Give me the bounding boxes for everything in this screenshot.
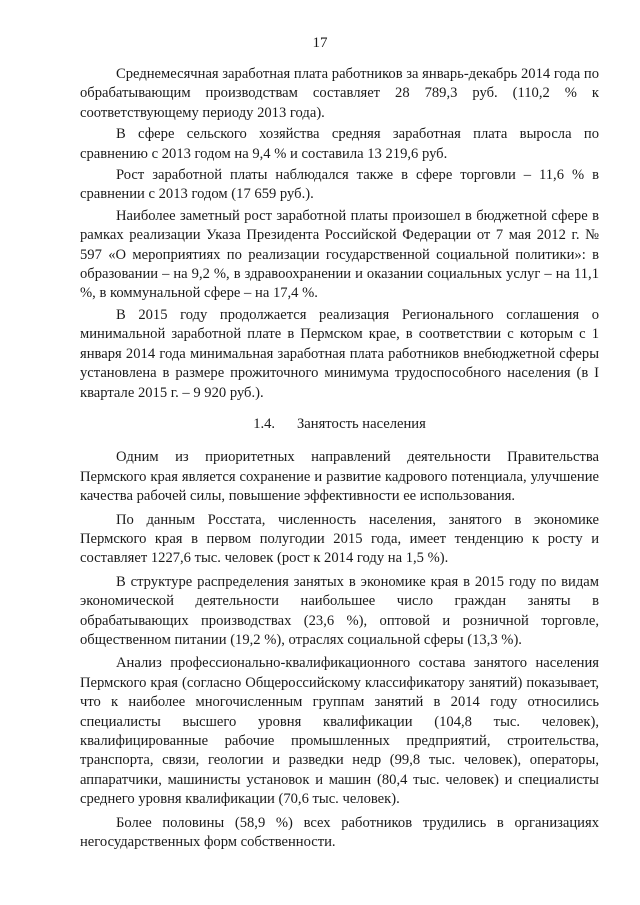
section-title: Занятость населения xyxy=(296,415,426,432)
paragraph-budget-sector-wage: Наиболее заметный рост заработной платы произошел в бюджетной сфере в рамках реализации Указа Президента Российской Федерации от 7 мая 2012 г. № 597 «О мероприятиях по реализации государственной социальной политики»: в образовании – на 9,2 %, в здравоохранении и оказании социальных услуг – на 11,1 %, в коммунальной сфере – на 17,4 %. xyxy=(80,207,599,302)
paragraph-employment-structure: В структуре распределения занятых в экономике края в 2015 году по видам экономической деятельности наибольшее число граждан заняты в обрабатывающих производствах (23,6 %), оптовой и розничной торговле, общественном питании (19,2 %), отраслях социальной сферы (13,3 %). xyxy=(80,573,599,648)
paragraph-manufacturing-wage: Среднемесячная заработная плата работников за январь-декабрь 2014 года по обрабатывающим производствам составляет 28 789,3 руб. (110,2 % к соответствующему периоду 2013 года). xyxy=(80,66,599,121)
section-number: 1.4. xyxy=(253,415,276,432)
paragraph-employment-numbers: По данным Росстата, численность населения, занятого в экономике Пермского края в первом полугодии 2015 года, имеет тенденцию к росту и составляет 1227,6 тыс. человек (рост к 2014 году на 1,5 %). xyxy=(80,511,599,567)
paragraph-agriculture-wage: В сфере сельского хозяйства средняя заработная плата выросла по сравнению с 2013 годом на 9,4 % и составила 13 219,6 руб. xyxy=(80,126,599,162)
document-body xyxy=(80,65,599,852)
paragraph-government-priorities: Одним из приоритетных направлений деятельности Правительства Пермского края является сохранение и развитие кадрового потенциала, улучшение качества рабочей силы, повышение эффективности ее использования. xyxy=(80,449,599,505)
paragraph-non-state-ownership: Более половины (58,9 %) всех работников трудились в организациях негосударственных форм собственности. xyxy=(80,814,599,851)
page-number: 17 xyxy=(312,35,328,51)
section-heading xyxy=(80,415,599,434)
paragraph-qualification-analysis: Анализ профессионально-квалификационного состава занятого населения Пермского края (согласно Общероссийскому классификатору занятий) показывает, что к наиболее многочисленным группам занятий в 2014 году относились специалисты высшего уровня квалификации (104,8 тыс. человек), квалифицированные рабочие промышленных предприятий, строительства, транспорта, связи, геологии и разведки недр (99,8 тыс. человек), операторы, аппаратчики, машинисты установок и машин (80,4 тыс. человек) и специалисты среднего уровня квалификации (70,6 тыс. человек). xyxy=(80,655,599,808)
paragraph-minimum-wage-agreement: В 2015 году продолжается реализация Регионального соглашения о минимальной заработной плате в Пермском крае, в соответствии с которым с 1 января 2014 года минимальная заработная плата работников внебюджетной сферы установлена в размере прожиточного минимума трудоспособного населения (в I квартале 2015 г. – 9 920 руб.). xyxy=(80,306,599,401)
paragraph-trade-wage: Рост заработной платы наблюдался также в сфере торговли – 11,6 % в сравнении с 2013 годом (17 659 руб.). xyxy=(80,167,599,203)
